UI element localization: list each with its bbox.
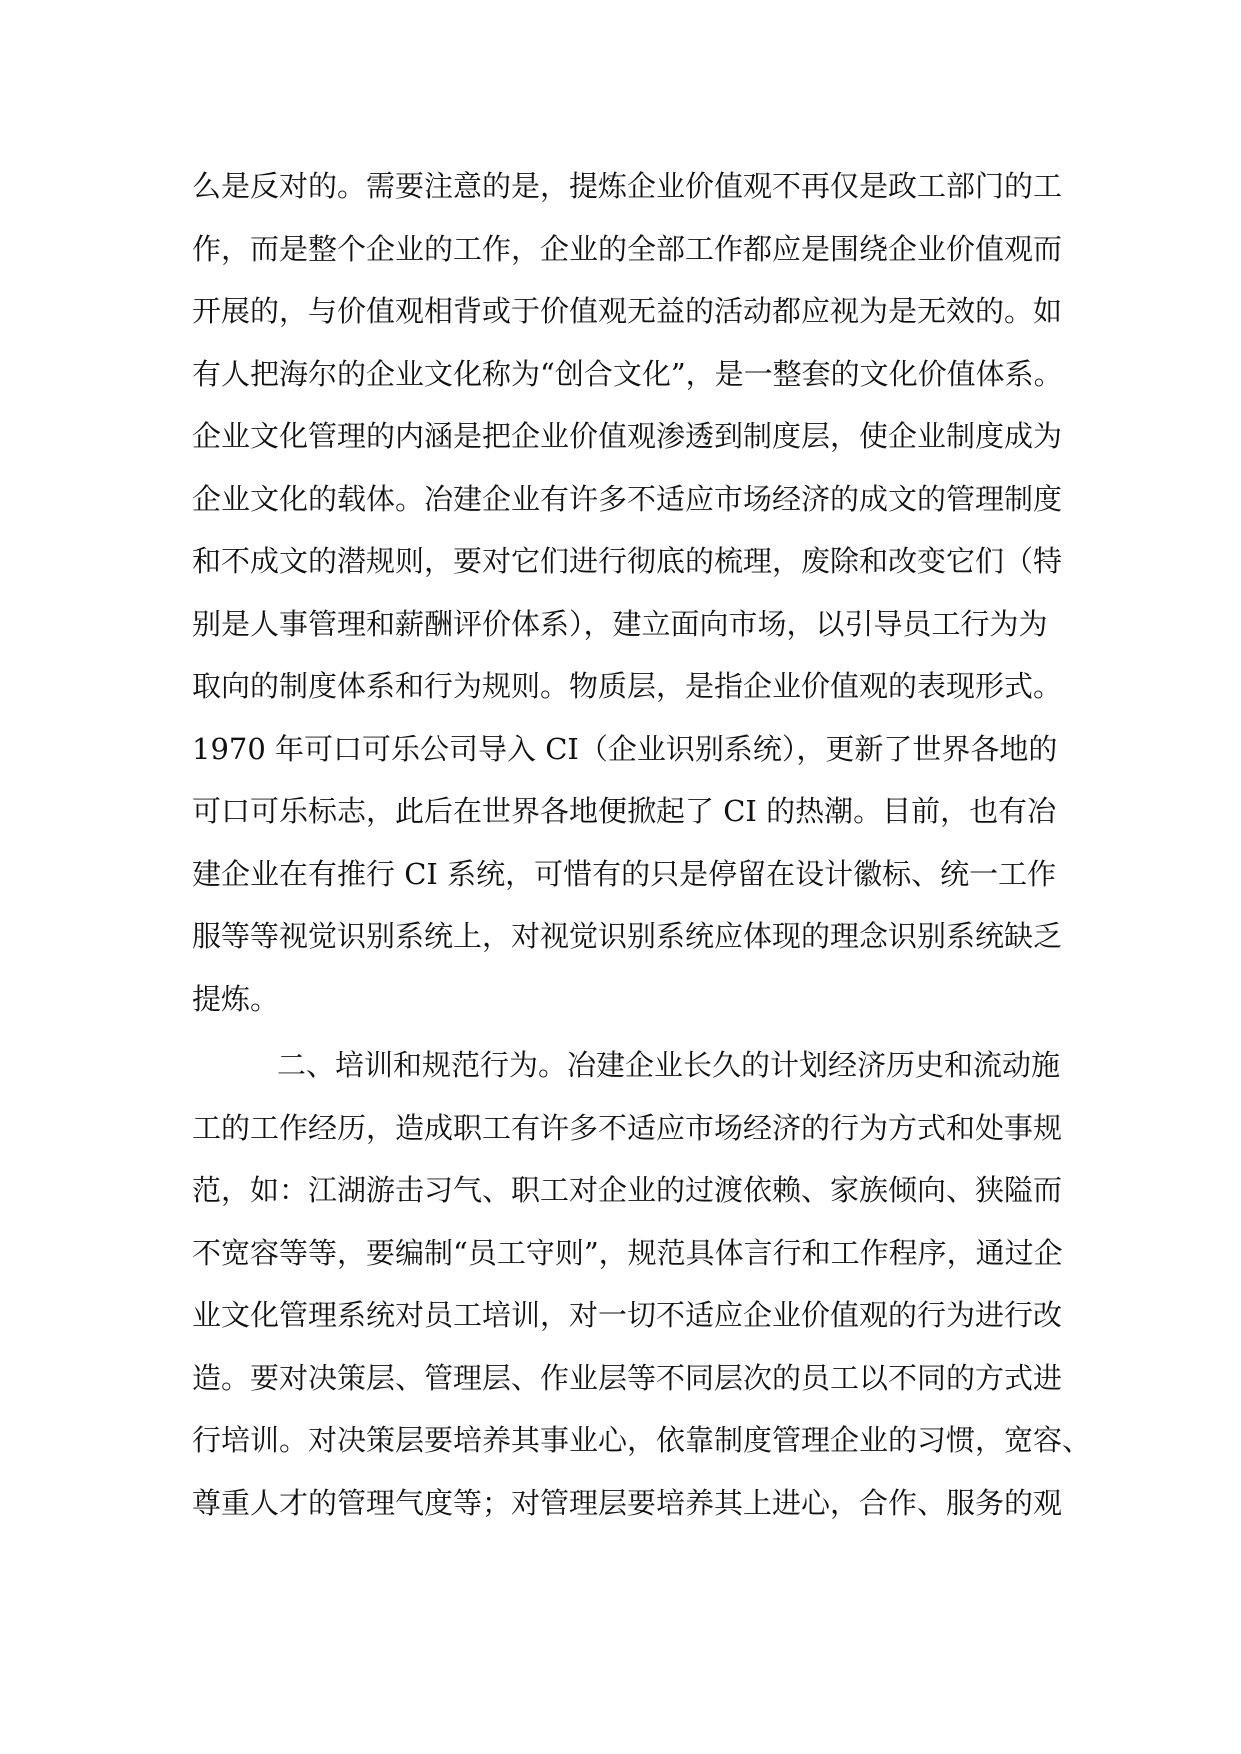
text-line: 二、培训和规范行为。冶建企业长久的计划经济历史和流动施 <box>277 1048 1061 1082</box>
text-line: 服等等视觉识别系统上，对视觉识别系统应体现的理念识别系统缺乏 <box>192 919 1063 953</box>
text-line: 和不成文的潜规则，要对它们进行彻底的梳理，废除和改变它们（特 <box>192 544 1063 578</box>
text-line: 别是人事管理和薪酬评价体系），建立面向市场，以引导员工行为为 <box>192 606 1048 641</box>
text-line: 么是反对的。需要注意的是，提炼企业价值观不再仅是政工部门的工 <box>192 169 1063 203</box>
text-line: 企业文化管理的内涵是把企业价值观渗透到制度层，使企业制度成为 <box>192 419 1063 453</box>
paragraph-2 <box>192 1034 1092 1534</box>
text-line: 有人把海尔的企业文化称为“创合文化”，是一整套的文化价值体系。 <box>192 356 1063 391</box>
text-line: 业文化管理系统对员工培训，对一切不适应企业价值观的行为进行改 <box>192 1298 1063 1332</box>
text-line: 开展的，与价值观相背或于价值观无益的活动都应视为是无效的。如 <box>192 294 1063 328</box>
text-line: 建企业在有推行 CI 系统，可惜有的只是停留在设计徽标、统一工作 <box>192 856 1057 891</box>
text-line: 作，而是整个企业的工作，企业的全部工作都应是围绕企业价值观而 <box>192 231 1063 266</box>
text-line: 取向的制度体系和行为规则。物质层，是指企业价值观的表现形式。 <box>192 669 1063 703</box>
text-line: 企业文化的载体。冶建企业有许多不适应市场经济的成文的管理制度 <box>192 481 1063 516</box>
body-text <box>192 155 1092 1534</box>
text-line: 行培训。对决策层要培养其事业心，依靠制度管理企业的习惯，宽容、 <box>192 1423 1092 1457</box>
text-line: 造。要对决策层、管理层、作业层等不同层次的员工以不同的方式进 <box>192 1360 1063 1395</box>
text-line: 提炼。 <box>192 981 280 1016</box>
text-line: 1970 年可口可乐公司导入 CI（企业识别系统），更新了世界各地的 <box>192 731 1058 766</box>
text-line: 尊重人才的管理气度等；对管理层要培养其上进心，合作、服务的观 <box>192 1485 1063 1520</box>
text-line: 工的工作经历，造成职工有许多不适应市场经济的行为方式和处事规 <box>192 1110 1063 1145</box>
paragraph-1 <box>192 155 1063 1030</box>
text-line: 可口可乐标志，此后在世界各地便掀起了 CI 的热潮。目前，也有冶 <box>192 794 1057 828</box>
text-line: 范，如：江湖游击习气、职工对企业的过渡依赖、家族倾向、狭隘而 <box>192 1173 1063 1207</box>
text-line: 不宽容等等，要编制“员工守则”，规范具体言行和工作程序，通过企 <box>192 1235 1063 1270</box>
